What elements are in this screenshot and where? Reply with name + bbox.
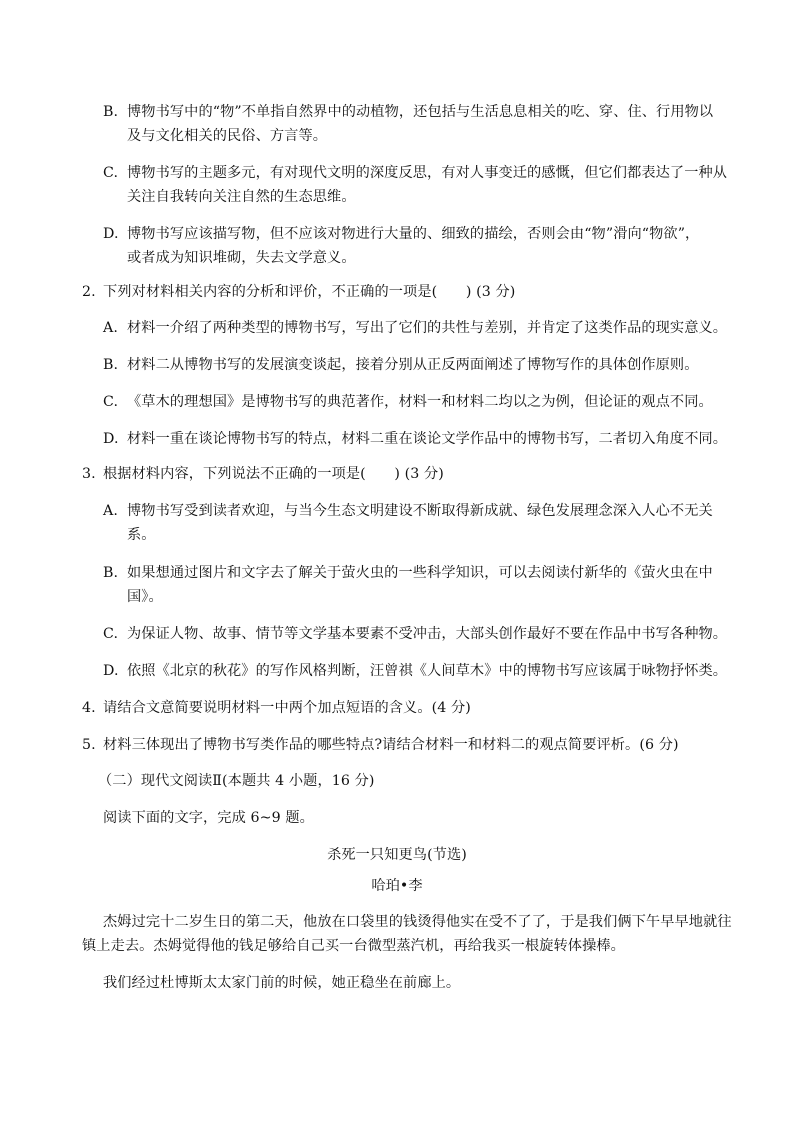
option-text: 《草木的理想国》是博物书写的典范著作，材料一和材料二均以之为例，但论证的观点不同。: [127, 394, 713, 410]
q3-option-a-line1: [103, 501, 713, 521]
question-number: 2.: [82, 284, 96, 300]
question-number: 4.: [82, 700, 96, 716]
question-text: 请结合文意简要说明材料一中两个加点短语的含义。(4 分): [103, 700, 471, 716]
question-3-stem: [82, 464, 444, 484]
question-text: 材料三体现出了博物书写类作品的哪些特点?请结合材料一和材料二的观点简要评析。(6 分): [103, 737, 679, 753]
question-text: 根据材料内容，下列说法不正确的一项是( ) (3 分): [103, 466, 444, 482]
story-title: 杀死一只知更鸟(节选): [327, 847, 467, 863]
option-text: 材料一重在谈论博物书写的特点，材料二重在谈论文学作品中的博物书写，二者切入角度不同。: [127, 431, 728, 447]
q1-option-b-line1: [103, 102, 713, 122]
question-number: 5.: [82, 737, 96, 753]
q2-option-b: [103, 355, 699, 375]
option-label: B.: [103, 565, 119, 581]
q3-option-c: [103, 624, 727, 644]
option-text: 博物书写应该描写物，但不应该对物进行大量的、细致的描绘，否则会由“物”滑向“物欲”，: [127, 226, 700, 242]
story-paragraph-2: 我们经过杜博斯太太家门前的时候，她正稳坐在前廊上。: [103, 975, 461, 991]
q2-option-a: [103, 318, 727, 338]
q1-option-d-line1: [103, 224, 699, 244]
option-text: 如果想通过图片和文字去了解关于萤火虫的一些科学知识，可以去阅读付新华的《萤火虫在中: [127, 565, 713, 581]
q2-option-d: [103, 429, 727, 449]
q1-option-b-line2: 及与文化相关的民俗、方言等。: [127, 128, 328, 144]
story-paragraph-1-line1: 杰姆过完十二岁生日的第二天，他放在口袋里的钱烫得他实在受不了了，于是我们俩下午早早地就往: [103, 914, 732, 930]
story-paragraph-1-line2: 镇上走去。杰姆觉得他的钱足够给自己买一台微型蒸汽机，再给我买一根旋转体操棒。: [82, 938, 625, 954]
question-2-stem: [82, 282, 515, 302]
question-4: [82, 698, 471, 718]
option-label: C.: [103, 626, 119, 642]
q1-option-c-line2: 关注自我转向关注自然的生态思维。: [127, 189, 356, 205]
story-author: 哈珀•李: [371, 878, 423, 894]
section-instruction: 阅读下面的文字，完成 6~9 题。: [103, 810, 314, 826]
option-label: A.: [103, 320, 118, 336]
option-text: 博物书写的主题多元，有对现代文明的深度反思，有对人事变迁的感慨，但它们都表达了一种从: [127, 165, 728, 181]
q1-option-d-line2: 或者成为知识堆砌，失去文学意义。: [127, 250, 356, 266]
q2-option-c: [103, 392, 713, 412]
option-text: 依照《北京的秋花》的写作风格判断，汪曾祺《人间草木》中的博物书写应该属于咏物抒怀类。: [127, 663, 728, 679]
option-label: B.: [103, 357, 119, 373]
question-text: 下列对材料相关内容的分析和评价，不正确的一项是( ) (3 分): [103, 284, 516, 300]
q3-option-d: [103, 661, 727, 681]
option-text: 为保证人物、故事、情节等文学基本要素不受冲击，大部头创作最好不要在作品中书写各种物。: [127, 626, 728, 642]
option-label: D.: [103, 663, 119, 679]
option-label: D.: [103, 226, 119, 242]
option-text: 材料二从博物书写的发展演变谈起，接着分别从正反两面阐述了博物写作的具体创作原则。: [127, 357, 699, 373]
option-label: D.: [103, 431, 119, 447]
option-label: C.: [103, 165, 119, 181]
section-heading: （二）现代文阅读Ⅱ(本题共 4 小题，16 分): [98, 773, 375, 789]
question-number: 3.: [82, 466, 96, 482]
question-5: [82, 735, 679, 755]
q3-option-b-line1: [103, 563, 713, 583]
q1-option-c-line1: [103, 163, 727, 183]
option-text: 博物书写中的“物”不单指自然界中的动植物，还包括与生活息息相关的吃、穿、住、行用物以: [127, 104, 714, 120]
option-text: 材料一介绍了两种类型的博物书写，写出了它们的共性与差别，并肯定了这类作品的现实意义。: [127, 320, 728, 336]
q3-option-a-line2: 系。: [127, 527, 156, 543]
option-label: A.: [103, 503, 118, 519]
option-label: C.: [103, 394, 119, 410]
option-text: 博物书写受到读者欢迎，与当今生态文明建设不断取得新成就、绿色发展理念深入人心不无关: [127, 503, 713, 519]
option-label: B.: [103, 104, 119, 120]
q3-option-b-line2: 国》。: [127, 589, 163, 605]
